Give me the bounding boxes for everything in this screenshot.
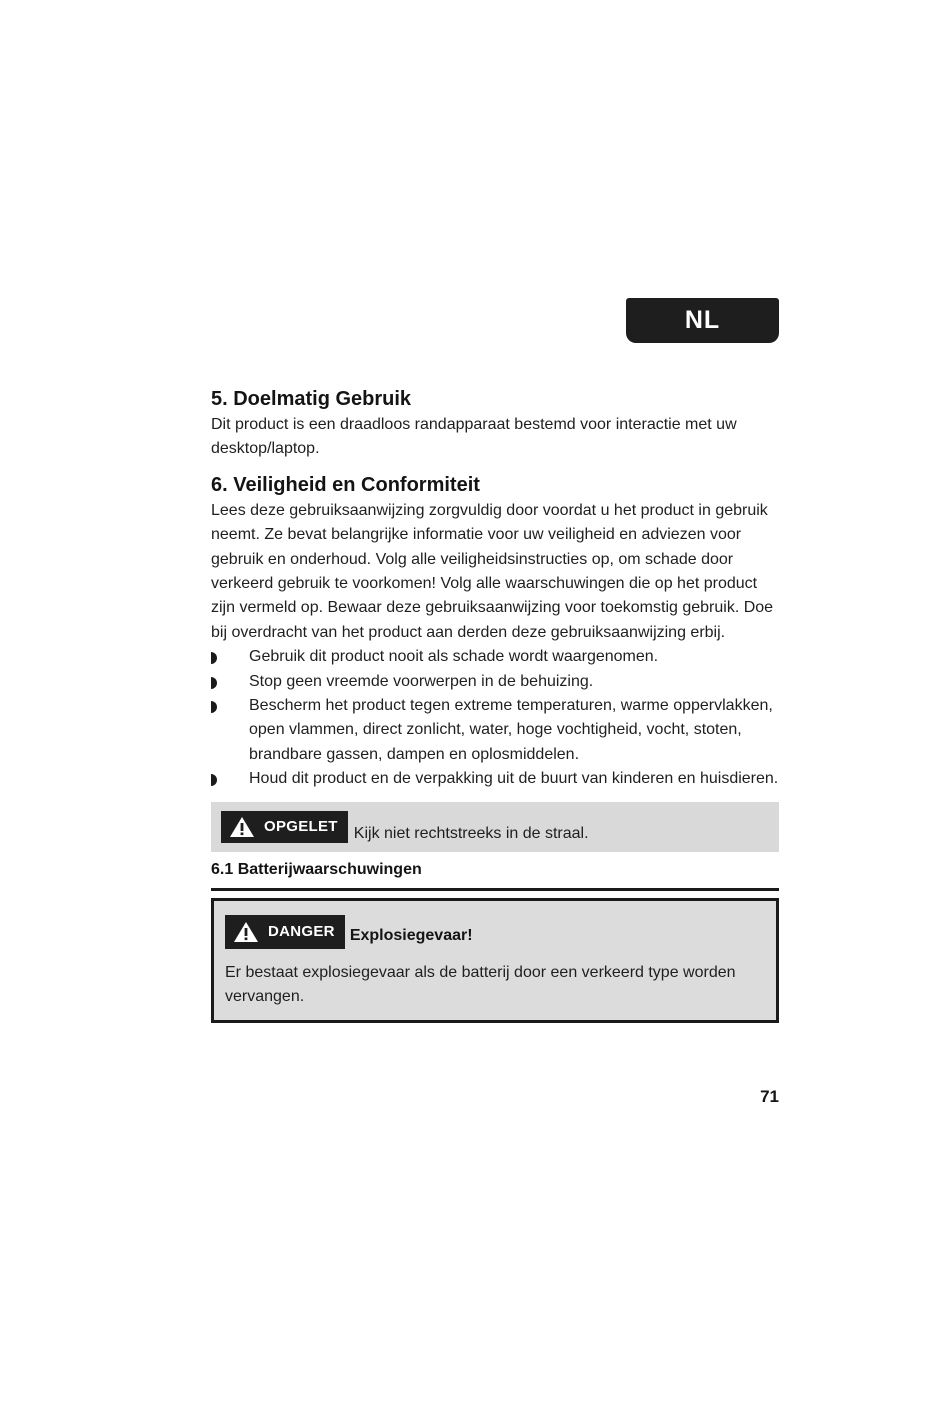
danger-title: Explosiegevaar! — [349, 926, 473, 944]
list-item — [211, 767, 779, 791]
danger-notice — [211, 898, 779, 1023]
caution-label-text: OPGELET — [264, 818, 338, 836]
section-6-body: Lees deze gebruiksaanwijzing zorgvuldig door voordat u het product in gebruik neemt. Ze bevat belangrijke informatie voor uw veiligheid en adviezen voor gebruik en onderhoud. Volg alle veiligheidsinstructies op, om schade door verkeerd gebruik te voorkomen! Volg alle waarschuwingen die op het product zijn vermeld op. Bewaar deze gebruiksaanwijzing voor toekomstig gebruik. Doe bij overdracht van het product aan derden deze gebruiksaanwijzing erbij. — [211, 501, 774, 641]
section-6-1-title: 6.1 Batterijwaarschuwingen — [211, 860, 422, 878]
list-item — [211, 694, 779, 767]
bullet-marker-icon — [211, 677, 217, 689]
section-divider — [211, 888, 779, 891]
bullet-text: Gebruik dit product nooit als schade wordt waargenomen. — [249, 648, 659, 666]
section-5-title: 5. Doelmatig Gebruik — [211, 388, 412, 410]
language-tab-nl: NL — [626, 298, 779, 343]
bullet-marker-icon — [211, 774, 217, 786]
danger-text: Er bestaat explosiegevaar als de batterij door een verkeerd type worden vervangen. — [225, 963, 736, 1006]
section-6-title: 6. Veiligheid en Conformiteit — [211, 473, 480, 496]
page-number: 71 — [760, 1087, 779, 1106]
bullet-marker-icon — [211, 652, 217, 664]
bullet-marker-icon — [211, 701, 217, 713]
warning-triangle-icon — [229, 816, 255, 838]
warning-triangle-icon — [233, 921, 259, 943]
caution-notice — [211, 802, 779, 852]
list-item — [211, 645, 779, 669]
safety-bullet-list — [211, 645, 779, 791]
bullet-text: Bescherm het product tegen extreme temperaturen, warme oppervlakken, open vlammen, direct zonlicht, water, hoge vochtigheid, vocht, stoten, brandbare gassen, dampen en oplosmiddelen. — [249, 697, 773, 763]
danger-label-text: DANGER — [268, 923, 335, 941]
danger-label — [225, 915, 345, 949]
bullet-text: Stop geen vreemde voorwerpen in de behuizing. — [249, 672, 594, 690]
page-content — [211, 385, 779, 1023]
list-item — [211, 670, 779, 694]
danger-header — [225, 915, 766, 949]
bullet-text: Houd dit product en de verpakking uit de buurt van kinderen en huisdieren. — [249, 770, 779, 788]
section-5-body: Dit product is een draadloos randapparaat bestemd voor interactie met uw desktop/laptop. — [211, 416, 737, 458]
caution-label — [221, 811, 348, 843]
caution-text: Kijk niet rechtstreeks in de straal. — [353, 824, 589, 842]
